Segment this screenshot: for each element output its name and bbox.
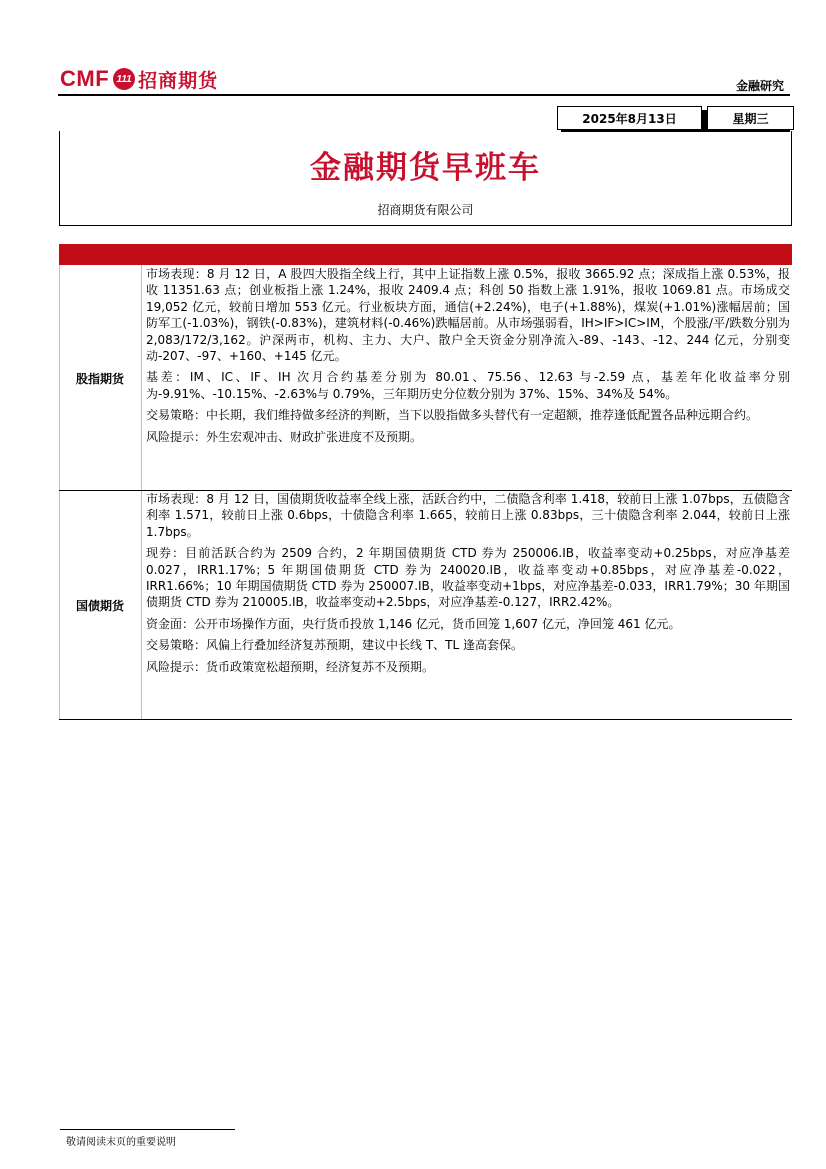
header-rule — [58, 94, 790, 96]
table-left-border — [59, 265, 60, 720]
logo-badge-icon: 111 — [113, 68, 135, 90]
strategy-paragraph: 交易策略：中长期，我们维持做多经济的判断，当下以股指做多头替代有一定超额，推荐逢低配置各品种远期合约。 — [146, 408, 759, 423]
table-bottom-border — [59, 719, 792, 720]
logo-chinese-name: 招商期货 — [138, 69, 219, 92]
footer-rule — [60, 1129, 235, 1130]
page-title: 金融期货早班车 — [310, 150, 541, 186]
report-weekday: 星期三 — [707, 106, 794, 130]
company-name: 招商期货有限公司 — [377, 203, 474, 217]
company-logo — [60, 66, 218, 92]
table-column-separator — [141, 265, 142, 720]
cash-bonds-paragraph: 现券：目前活跃合约为 2509 合约，2 年期国债期货 CTD 券为 250006.IB，收益率变动+0.25bps，对应净基差 0.027，IRR1.17%；5 年期国债期货 CTD 券为 240020.IB，收益率变动+0.85bps，对应净基差-0.022，IRR1.66%；10 年期国债期货 CTD 券为 250007.IB，收益率变动+1bps，对应净基差-0.033，IRR1.79%；30 年期国债期货 CTD 券为 210005.IB，收益率变动+2.5bps，对应净基差-0.127，IRR2.42%。 — [146, 546, 790, 610]
risk-paragraph: 风险提示：外生宏观冲击、财政扩张进度不及预期。 — [146, 429, 423, 444]
market-performance-paragraph: 市场表现：8 月 12 日，国债期货收益率全线上涨，活跃合约中，二债隐含利率 1.418，较前日上涨 1.07bps，五债隐含利率 1.571，较前日上涨 0.6bps，十债隐含利率 1.665，较前日上涨 0.83bps，三十债隐含利率 2.044，较前日上涨 1.7bps。 — [146, 492, 790, 539]
market-performance-paragraph: 市场表现：8 月 12 日，A 股四大股指全线上行，其中上证指数上涨 0.5%，报收 3665.92 点；深成指上涨 0.53%，报收 11351.63 点；创业板指上涨 1.24%，报收 2409.4 点；科创 50 指数上涨 1.91%，报收 1069.81 点。市场成交 19,052 亿元，较前日增加 553 亿元。行业板块方面，通信(+2.24%)，电子(+1.88%)，煤炭(+1.01%)涨幅居前；国防军工(-1.03%)，钢铁(-0.83%)，建筑材料(-0.46%)跌幅居前。从市场强弱看，IH>IF>IC>IM，个股涨/平/跌数分别为 2,083/172/3,162。沪深两市，机构、主力、大户、散户全天资金分别净流入-89、-143、-12、244 亿元，分别变动-207、-97、+160、+145 亿元。 — [146, 267, 790, 364]
report-date: 2025年8月13日 — [557, 106, 702, 130]
logo-cmf-text: CMF — [60, 66, 110, 91]
category-stock-index-futures: 股指期货 — [75, 372, 124, 386]
footer-disclaimer-note: 敬请阅读末页的重要说明 — [66, 1137, 176, 1148]
strategy-paragraph: 交易策略：风偏上行叠加经济复苏预期，建议中长线 T、TL 逢高套保。 — [146, 638, 523, 653]
basis-paragraph: 基差：IM、IC、IF、IH 次月合约基差分别为 80.01、75.56、12.63 与-2.59 点，基差年化收益率分别为-9.91%、-10.15%、-2.63%与 0.79%，三年期历史分位数分别为 37%、15%、34%及 54%。 — [146, 370, 790, 401]
category-treasury-futures: 国债期货 — [75, 599, 124, 613]
treasury-content — [146, 491, 790, 680]
section-label: 金融研究 — [735, 79, 784, 93]
risk-paragraph: 风险提示：货币政策宽松超预期，经济复苏不及预期。 — [146, 659, 435, 674]
stock-index-content — [146, 266, 790, 450]
liquidity-paragraph: 资金面：公开市场操作方面，央行货币投放 1,146 亿元，货币回笼 1,607 亿元，净回笼 461 亿元。 — [146, 616, 681, 631]
table-header-band — [59, 244, 792, 265]
date-row — [557, 106, 794, 130]
